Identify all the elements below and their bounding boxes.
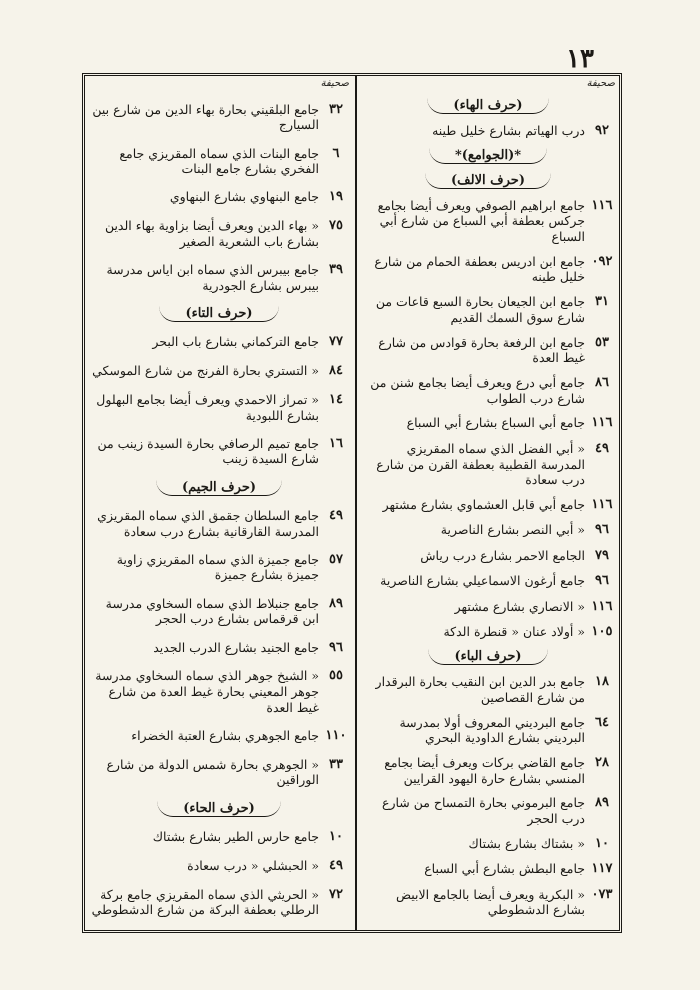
entry-text: « الجوهري بحارة شمس الدولة من شارع الوراقين xyxy=(106,756,319,788)
index-entry xyxy=(85,668,353,715)
entry-page-number: ١٨ xyxy=(595,674,609,690)
entry-page-number: ١١٦ xyxy=(591,197,613,213)
index-entry xyxy=(85,262,353,293)
entry-text: جامع البلقيني بحارة بهاء الدين من شارع بين السيارج xyxy=(92,101,319,133)
index-entry xyxy=(85,102,353,133)
entry-text: « أبي الفضل الذي سماه المقريزي المدرسة القطبية بعطفة القرن من شارع درب سعادة xyxy=(376,440,585,488)
index-entry xyxy=(357,415,619,431)
entry-text: جامع أبي السباع بشارع أبي السباع xyxy=(406,415,585,431)
index-entry xyxy=(85,728,353,744)
entry-text: جامع السلطان جقمق الذي سماه المقريزي المدرسة القارقانية بشارع درب سعادة xyxy=(97,507,319,539)
entry-page-number: ٣٩ xyxy=(329,262,343,278)
entry-page-number: ٨٦ xyxy=(595,375,609,391)
left-column xyxy=(85,76,353,928)
entry-page-number: ٧٩ xyxy=(595,547,609,563)
entry-page-number: ١٦ xyxy=(329,435,343,451)
entry-page-number: ١١٦ xyxy=(591,496,613,512)
entry-text: « الانصاري بشارع مشتهر xyxy=(454,598,585,614)
entry-page-number: ٩٦ xyxy=(329,639,343,655)
index-entry xyxy=(85,334,353,350)
index-entry xyxy=(85,858,353,874)
index-entry xyxy=(357,624,619,640)
column-header-right: صحيفة xyxy=(586,78,615,89)
entry-text: جامع أبي درع ويعرف أيضا بجامع شنن من شارع درب الطواب xyxy=(370,375,585,406)
entry-text: جامع ابن الجيعان بحارة السبع قاعات من شارع سوق السمك القديم xyxy=(375,294,585,325)
index-entry xyxy=(85,146,353,177)
section-heading-text: (حرف الهاء) xyxy=(427,98,548,114)
entry-text: « الشيخ جوهر الذي سماه السخاوي مدرسة جوهر المعيني بحارة غيط العدة من شارع غيط العدة xyxy=(95,668,319,715)
entry-page-number: ٩٢ xyxy=(595,122,609,138)
entry-page-number: ٧٢ xyxy=(329,886,343,902)
right-column xyxy=(357,76,619,928)
index-entry xyxy=(85,829,353,845)
entry-text: جامع البنات الذي سماه المقريزي جامع الفخري بشارع جامع البنات xyxy=(119,145,319,177)
entry-text: جامع البرموني بحارة التمساح من شارع درب الحجر xyxy=(382,795,585,826)
entry-text: جامع جميزة الذي سماه المقريزي زاوية جميزة بشارع جميزة xyxy=(116,551,319,583)
column-header-left: صحيفة xyxy=(320,78,349,89)
index-entry xyxy=(357,254,619,285)
index-entry xyxy=(85,757,353,788)
index-entry xyxy=(357,497,619,513)
entry-text: جامع أرغون الاسماعيلي بشارع الناصرية xyxy=(380,573,585,589)
section-heading xyxy=(85,306,353,322)
entry-page-number: ٨٤ xyxy=(329,363,343,379)
index-entry xyxy=(357,522,619,538)
entry-text: جامع تميم الرصافي بحارة السيدة زينب من شارع السيدة زينب xyxy=(97,435,319,467)
index-entry xyxy=(85,363,353,379)
section-heading xyxy=(357,98,619,114)
section-heading-text: (حرف الجيم) xyxy=(156,480,282,496)
entry-text: جامع الجنيد بشارع الدرب الجديد xyxy=(153,639,319,655)
index-entry xyxy=(85,189,353,205)
index-entry xyxy=(85,887,353,918)
entry-page-number: ٠٧٣ xyxy=(591,886,613,902)
section-heading xyxy=(85,801,353,817)
index-entry xyxy=(357,335,619,366)
entry-page-number: ٥٧ xyxy=(329,551,343,567)
entry-text: جامع القاضي بركات ويعرف أيضا بجامع المنسي بشارع حارة اليهود القرايين xyxy=(384,754,585,786)
index-entry xyxy=(85,596,353,627)
entry-text: جامع بدر الدين ابن النقيب بحارة البرقدار من شارع القصاصين xyxy=(375,674,585,705)
index-entry xyxy=(85,552,353,583)
section-heading xyxy=(357,173,619,189)
entry-text: جامع الجوهري بشارع العتبة الخضراء xyxy=(131,727,319,743)
entry-text: « بهاء الدين ويعرف أيضا بزاوية بهاء الدين بشارع باب الشعرية الصغير xyxy=(104,218,319,249)
entry-text: جامع البطش بشارع أبي السباع xyxy=(424,861,585,877)
index-entry xyxy=(357,573,619,589)
entry-page-number: ١٠٥ xyxy=(591,623,613,639)
entry-page-number: ٤٩ xyxy=(329,507,343,523)
entry-text: جامع البرديني المعروف أولا بمدرسة البرديني بشارع الداودية البحري xyxy=(399,714,585,746)
page-number: ١٣ xyxy=(566,44,594,74)
index-entry xyxy=(357,861,619,877)
entry-page-number: ٦ xyxy=(332,145,340,161)
index-entry xyxy=(85,508,353,539)
index-entry xyxy=(85,640,353,656)
entry-text: « أولاد عنان « قنطرة الدكة xyxy=(443,623,585,639)
index-entry xyxy=(357,123,619,139)
entry-text: الجامع الاحمر بشارع درب رياش xyxy=(420,547,585,563)
section-heading xyxy=(357,148,619,164)
entry-text: « الحبشلي « درب سعادة xyxy=(187,857,319,873)
entry-text: درب الهياتم بشارع خليل طينه xyxy=(432,122,585,138)
entry-page-number: ٥٣ xyxy=(595,334,609,350)
entry-page-number: ٩٦ xyxy=(595,522,609,538)
entry-text: « الحريثي الذي سماه المقريزي جامع بركة الرطلي بعطفة البركة من شارع الدشطوطي xyxy=(91,886,319,918)
entry-page-number: ٣٣ xyxy=(329,756,343,772)
entry-text: جامع أبي قابل العشماوي بشارع مشتهر xyxy=(382,496,585,512)
index-entry xyxy=(357,375,619,406)
entry-page-number: ٤٩ xyxy=(329,857,343,873)
index-entry xyxy=(85,436,353,467)
entry-page-number: ٤٩ xyxy=(595,440,609,456)
section-heading-text: *(الجوامع)* xyxy=(429,148,547,164)
index-entry xyxy=(357,548,619,564)
entry-page-number: ١٠ xyxy=(595,835,609,851)
entry-page-number: ٣٢ xyxy=(329,101,343,117)
entry-page-number: ١١٦ xyxy=(591,598,613,614)
entry-page-number: ١٤ xyxy=(329,391,343,407)
entry-text: « بشتاك بشارع بشتاك xyxy=(468,835,585,851)
section-heading-text: (حرف الالف) xyxy=(425,173,551,189)
entry-text: جامع بيبرس الذي سماه ابن اياس مدرسة بيبرس بشارع الجودرية xyxy=(106,262,319,293)
entry-page-number: ١٠ xyxy=(329,828,343,844)
entry-text: « أبي النصر بشارع الناصرية xyxy=(440,522,585,538)
entry-page-number: ٧٧ xyxy=(329,334,343,350)
index-entry xyxy=(357,441,619,488)
section-heading-text: (حرف الحاء) xyxy=(157,801,281,817)
entry-text: جامع حارس الطير بشارع بشتاك xyxy=(152,828,319,844)
section-heading xyxy=(85,480,353,496)
index-entry xyxy=(357,294,619,325)
index-entry xyxy=(357,198,619,245)
index-entry xyxy=(357,674,619,705)
entry-page-number: ٣١ xyxy=(595,294,609,310)
index-entry xyxy=(357,795,619,826)
entry-text: « تمراز الاحمدي ويعرف أيضا بجامع البهلول بشارع اللبودية xyxy=(96,391,319,423)
index-entry xyxy=(357,755,619,786)
index-entry xyxy=(85,392,353,423)
entry-page-number: ١٩ xyxy=(329,189,343,205)
entry-text: جامع التركماني بشارع باب البحر xyxy=(152,334,319,350)
entry-page-number: ٩٦ xyxy=(595,573,609,589)
entry-page-number: ٠٩٢ xyxy=(591,253,613,269)
entry-text: « التستري بحارة الفرنج من شارع الموسكي xyxy=(92,363,319,379)
index-entry xyxy=(357,836,619,852)
entry-text: جامع ابن الرفعة بحارة قوادس من شارع غيط العدة xyxy=(378,334,585,366)
entry-text: جامع البنهاوي بشارع البنهاوي xyxy=(169,189,319,205)
entry-text: جامع جنبلاط الذي سماه السخاوي مدرسة ابن قرقماس بشارع درب الحجر xyxy=(105,595,319,627)
index-entry xyxy=(357,715,619,746)
entry-page-number: ١١٧ xyxy=(591,861,613,877)
index-entry xyxy=(357,887,619,918)
entry-text: « البكرية ويعرف أيضا بالجامع الابيض بشارع الدشطوطي xyxy=(395,886,585,918)
entry-text: جامع ابن ادريس بعطفة الحمام من شارع خليل طينه xyxy=(374,253,585,285)
index-entry xyxy=(85,218,353,249)
entry-page-number: ١١٠ xyxy=(325,727,347,743)
entry-page-number: ٢٨ xyxy=(595,754,609,770)
section-heading-text: (حرف التاء) xyxy=(159,306,278,322)
entry-page-number: ٧٥ xyxy=(329,218,343,234)
section-heading xyxy=(357,649,619,665)
index-entry xyxy=(357,599,619,615)
entry-page-number: ٥٥ xyxy=(329,668,343,684)
entry-page-number: ٨٩ xyxy=(329,595,343,611)
entry-page-number: ٦٤ xyxy=(595,714,609,730)
entry-text: جامع ابراهيم الصوفي ويعرف أيضا بجامع جركس بعطفة أبي السباع من شارع أبي السباع xyxy=(377,197,585,245)
section-heading-text: (حرف الباء) xyxy=(428,649,547,665)
entry-page-number: ٨٩ xyxy=(595,795,609,811)
entry-page-number: ١١٦ xyxy=(591,415,613,431)
